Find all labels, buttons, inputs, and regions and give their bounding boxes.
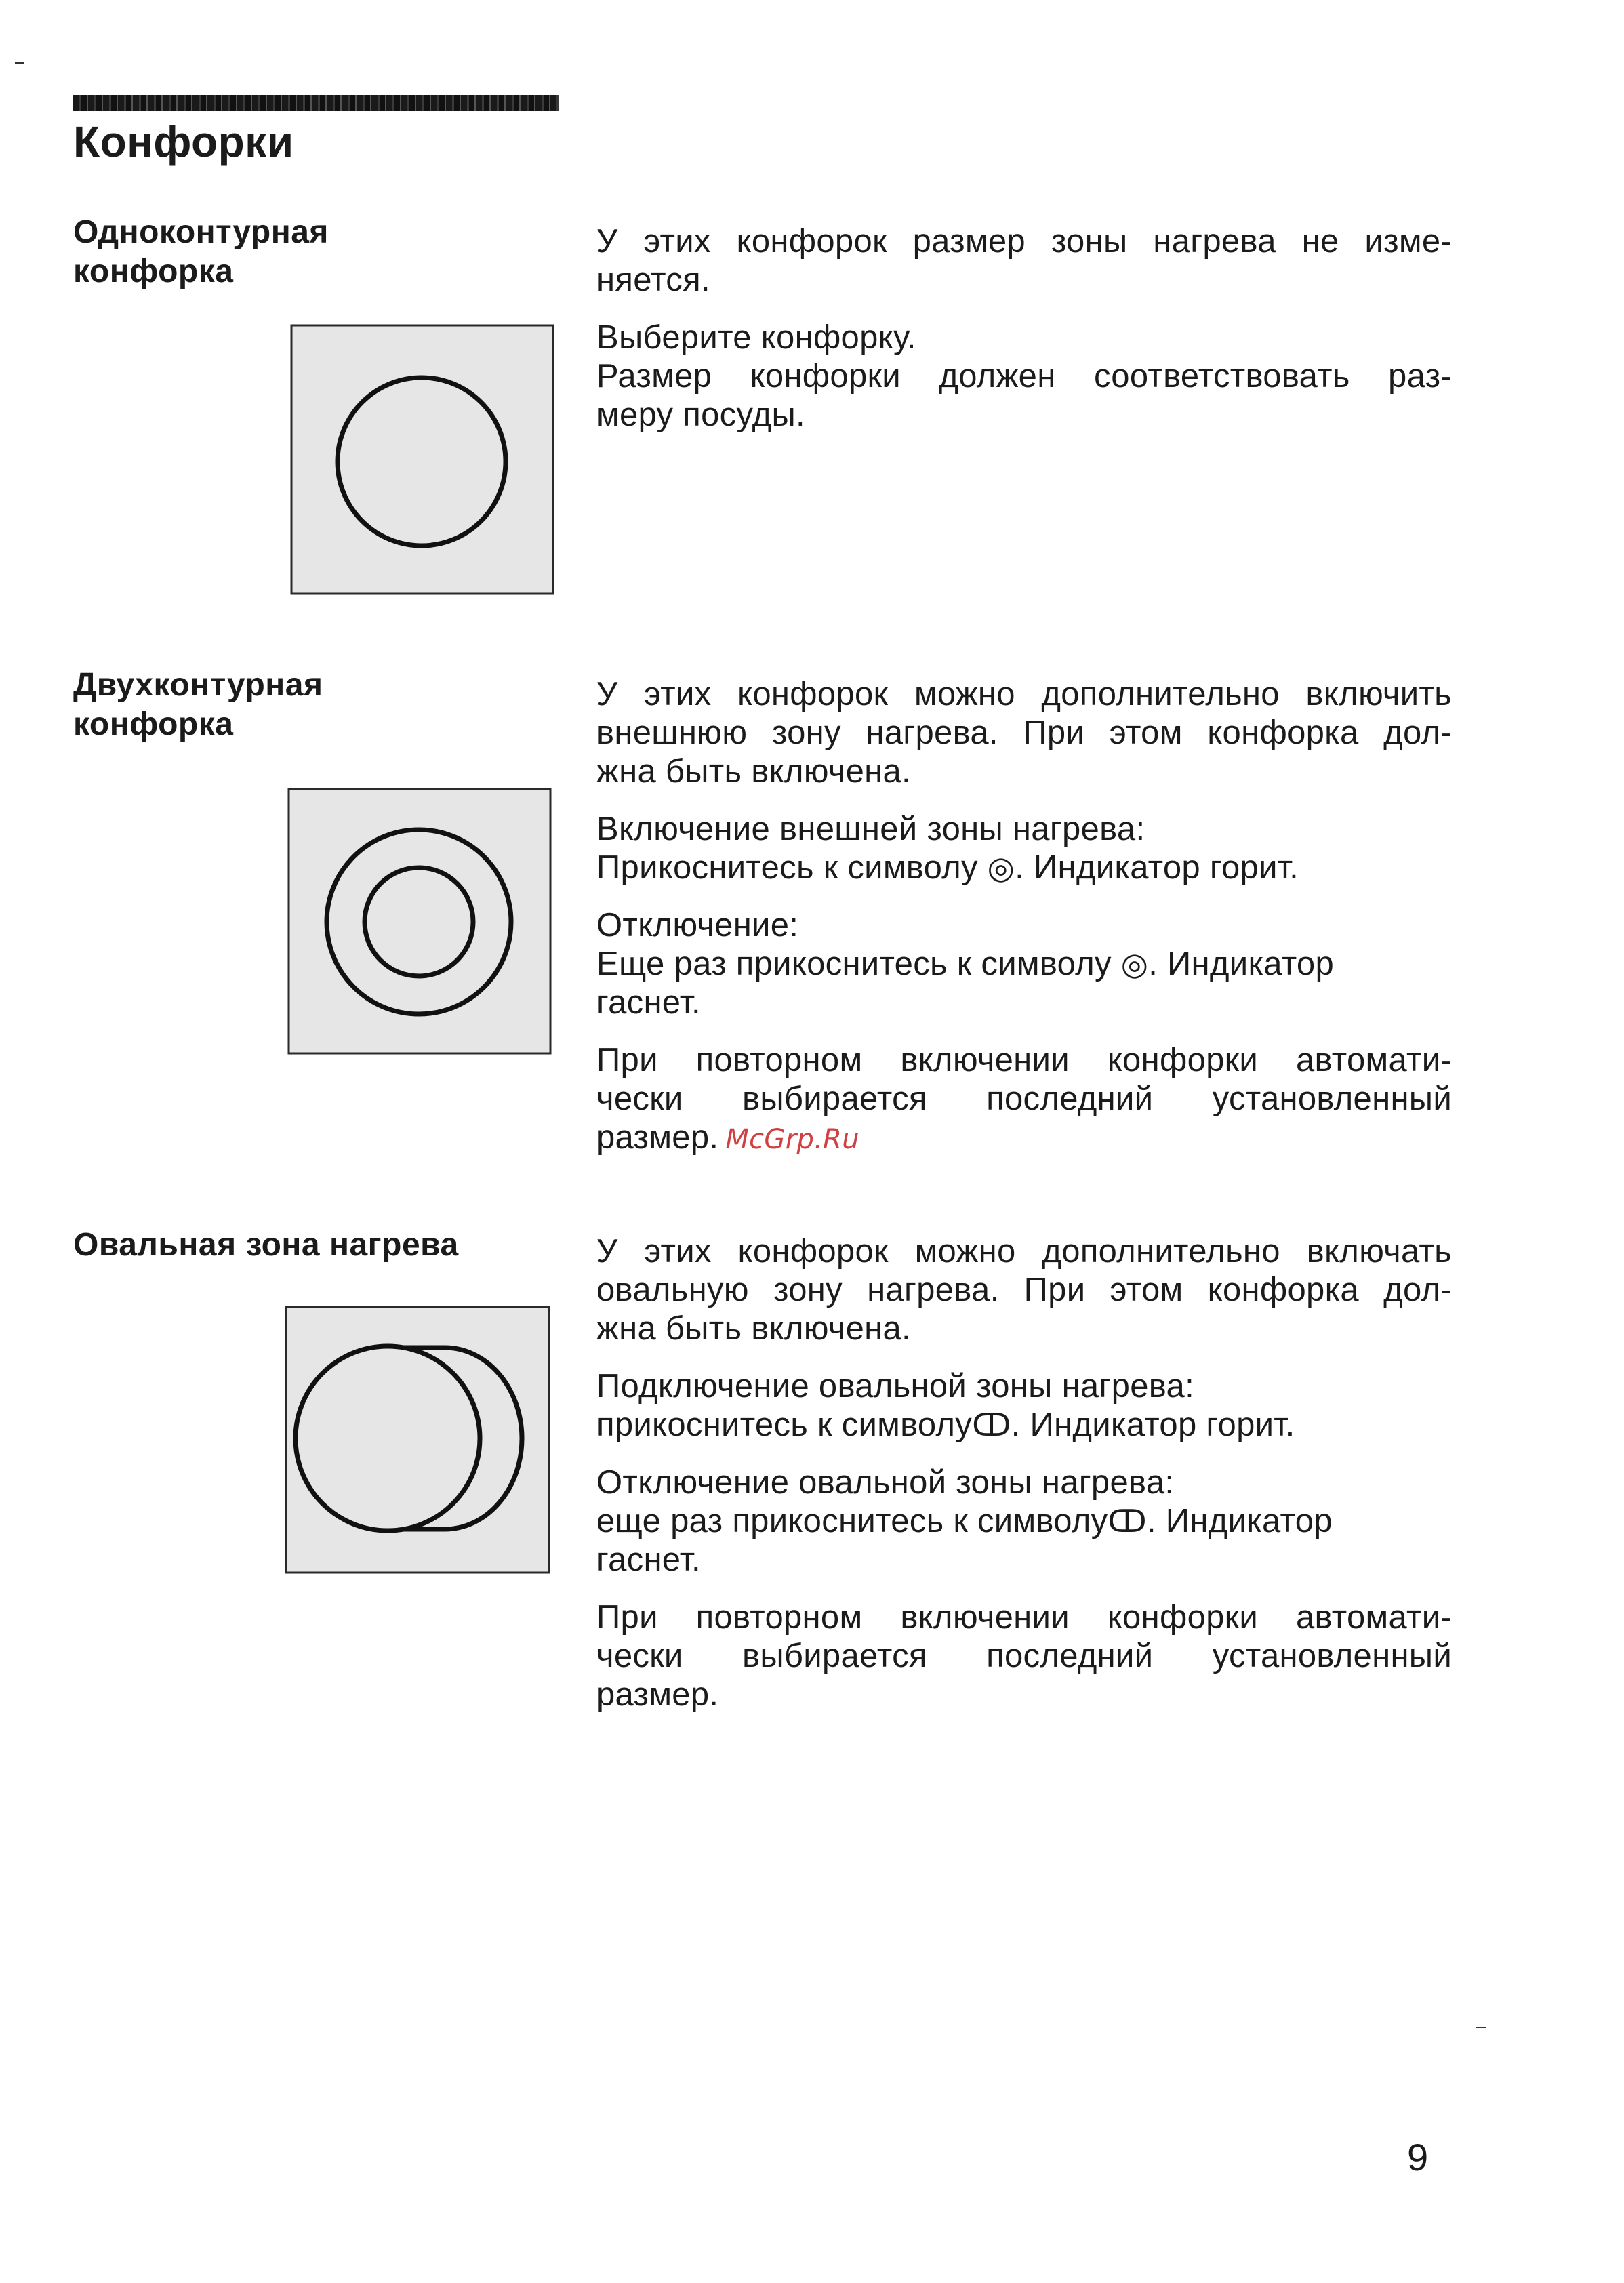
section-text-dual-zone xyxy=(596,675,1452,1178)
text-line: няется. xyxy=(596,262,710,298)
text-line: гаснет. xyxy=(596,1541,701,1578)
paragraph xyxy=(596,906,1452,1022)
watermark: McGrp.Ru xyxy=(725,1124,859,1155)
instruction-text: Прикоснитесь к символу xyxy=(596,849,988,886)
dual-zone-symbol-icon: ◎ xyxy=(1120,946,1149,982)
text-line: внешнюю зону нагрева. При этом конфорка дол- xyxy=(596,714,1452,751)
text-line: При повторном включении конфорки автомати- xyxy=(596,1042,1452,1078)
text-line: У этих конфорок можно дополнительно включать xyxy=(596,1233,1452,1270)
header-rule xyxy=(73,95,559,111)
instruction-text: . Индикатор горит. xyxy=(1011,1407,1295,1443)
text-line: меру посуды. xyxy=(596,397,805,433)
section-text-single-zone xyxy=(596,222,1452,453)
text-line: Выберите конфорку. xyxy=(596,319,916,356)
text-line: Отключение: xyxy=(596,907,799,944)
paragraph xyxy=(596,675,1452,791)
text-fragment: размер. xyxy=(596,1119,719,1156)
heading-line: Овальная зона нагрева xyxy=(73,1227,459,1263)
text-line xyxy=(596,1502,1452,1541)
section-heading-dual-zone xyxy=(73,666,323,744)
page-title: Конфорки xyxy=(73,117,294,166)
text-line: жна быть включена. xyxy=(596,1310,911,1347)
text-line: овальную зону нагрева. При этом конфорка дол- xyxy=(596,1272,1452,1308)
instruction-text: Еще раз прикоснитесь к символу xyxy=(596,946,1121,982)
text-line: Подключение овальной зоны нагрева: xyxy=(596,1368,1195,1405)
page-number: 9 xyxy=(1407,2136,1429,2179)
text-line xyxy=(596,1118,1452,1159)
text-line xyxy=(596,1406,1452,1444)
instruction-text: прикоснитесь к символу xyxy=(596,1407,973,1443)
heading-line: конфорка xyxy=(73,254,234,289)
scan-mark xyxy=(15,62,24,64)
dual-zone-symbol-icon: ◎ xyxy=(987,850,1015,885)
text-line: Включение внешней зоны нагрева: xyxy=(596,811,1145,847)
paragraph xyxy=(596,1367,1452,1444)
text-line: гаснет. xyxy=(596,984,701,1021)
single-zone-burner-icon xyxy=(290,324,554,595)
paragraph xyxy=(596,1463,1452,1579)
oval-zone-burner-icon xyxy=(285,1306,550,1574)
dual-zone-burner-icon xyxy=(287,788,552,1055)
scan-mark xyxy=(1476,2027,1486,2028)
text-line: У этих конфорок можно дополнительно включить xyxy=(596,676,1452,712)
paragraph xyxy=(596,1041,1452,1159)
text-line: чески выбирается последний установленный xyxy=(596,1080,1452,1117)
text-line: Размер конфорки должен соответствовать раз- xyxy=(596,358,1452,395)
text-line: жна быть включена. xyxy=(596,753,911,790)
paragraph xyxy=(596,1232,1452,1348)
instruction-text: еще раз прикоснитесь к символу xyxy=(596,1503,1108,1539)
instruction-text: . Индикатор xyxy=(1148,946,1335,982)
oval-zone-symbol-icon: ↀ xyxy=(972,1407,1011,1442)
heading-line: конфорка xyxy=(73,706,234,742)
text-line: Отключение овальной зоны нагрева: xyxy=(596,1464,1175,1501)
section-text-oval-zone xyxy=(596,1232,1452,1733)
oval-zone-symbol-icon: ↀ xyxy=(1108,1503,1147,1539)
text-line: чески выбирается последний установленный xyxy=(596,1638,1452,1674)
text-line: При повторном включении конфорки автомати- xyxy=(596,1599,1452,1636)
paragraph xyxy=(596,1598,1452,1714)
section-heading-single-zone xyxy=(73,213,329,291)
paragraph xyxy=(596,222,1452,300)
instruction-text: . Индикатор горит. xyxy=(1015,849,1299,886)
text-line: размер. xyxy=(596,1676,719,1713)
section-heading-oval-zone xyxy=(73,1226,459,1265)
text-line xyxy=(596,849,1452,887)
heading-line: Двухконтурная xyxy=(73,667,323,703)
instruction-text: . Индикатор xyxy=(1146,1503,1333,1539)
text-line: У этих конфорок размер зоны нагрева не изме- xyxy=(596,223,1452,260)
paragraph xyxy=(596,319,1452,435)
heading-line: Одноконтурная xyxy=(73,214,329,250)
paragraph xyxy=(596,810,1452,887)
text-line xyxy=(596,945,1452,984)
